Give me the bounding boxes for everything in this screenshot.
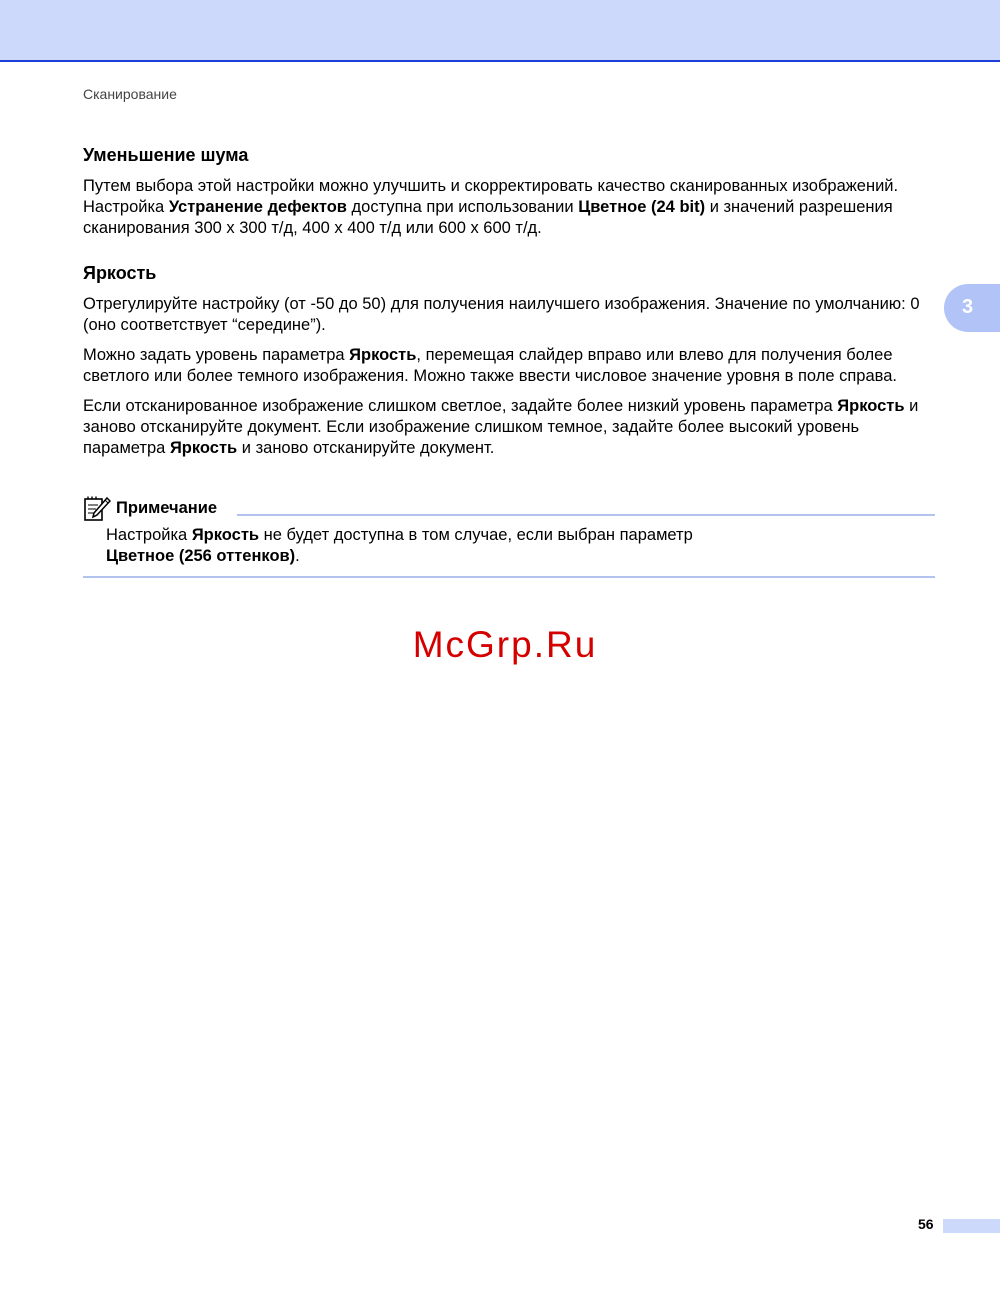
note-box <box>83 495 935 578</box>
section-heading-noise-reduction: Уменьшение шума <box>83 145 249 165</box>
note-text: Настройка Яркость не будет доступна в том случае, если выбран параметр Цветное (256 оттенков). <box>106 526 693 565</box>
note-bottom-rule <box>83 576 935 578</box>
brightness-paragraph-2: Можно задать уровень параметра Яркость, перемещая слайдер вправо или влево для получения более светлого или более темного изображения. Можно также ввести числовое значение уровня в поле справа. <box>83 346 897 385</box>
top-header-band <box>0 0 1000 62</box>
brightness-paragraph-3: Если отсканированное изображение слишком светлое, задайте более низкий уровень параметра Яркость и заново отсканируйте документ. Если изображение слишком темное, задайте более высокий уровень параметра Яркость и заново отсканируйте документ. <box>83 397 919 457</box>
note-title: Примечание <box>116 499 218 517</box>
note-header <box>83 495 935 525</box>
page-number: 56 <box>918 1216 934 1232</box>
running-header: Сканирование <box>83 86 177 102</box>
chapter-number: 3 <box>962 296 974 318</box>
brightness-paragraph-1: Отрегулируйте настройку (от -50 до 50) для получения наилучшего изображения. Значение по умолчанию: 0 (оно соответствует “середине”). <box>83 295 920 334</box>
page-number-tab <box>943 1219 1000 1233</box>
watermark: McGrp.Ru <box>412 624 598 665</box>
section-heading-brightness: Яркость <box>83 263 157 283</box>
noise-reduction-paragraph: Путем выбора этой настройки можно улучшить и скорректировать качество сканированных изображений. Настройка Устранение дефектов доступна при использовании Цветное (24 bit) и значений разрешения сканирования 300 x 300 т/д, 400 x 400 т/д или 600 x 600 т/д. <box>83 177 899 237</box>
main-content <box>83 143 933 468</box>
note-pencil-icon <box>83 496 111 522</box>
note-top-rule <box>237 514 935 516</box>
